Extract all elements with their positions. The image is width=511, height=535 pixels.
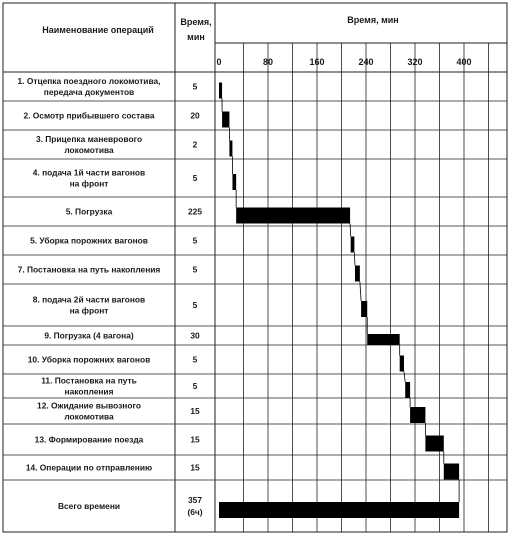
operation-name: Всего времени [57,501,121,511]
operation-name: локомотива [64,145,114,155]
operation-duration: 5 [192,354,198,365]
gantt-bar [367,334,399,345]
operation-name: на фронт [69,178,109,189]
operation-name: 8. подача 2й части вагонов [32,294,146,305]
operation-duration: 5 [192,300,198,310]
operation-name: 5. Погрузка [65,206,113,217]
header-time-line1: Время, [180,17,212,27]
operation-duration: 2 [192,139,198,150]
gantt-bar [236,208,350,224]
operation-name: 5. Уборка порожних вагонов [30,235,148,246]
operation-name: на фронт [69,305,109,316]
gantt-bar [351,237,355,253]
x-tick-label: 160 [309,57,325,67]
gantt-bar [405,382,410,398]
operation-duration: 15 [190,462,200,473]
operation-name: 9. Погрузка (4 вагона) [44,330,134,341]
operation-name: 13. Формирование поезда [34,434,144,445]
operation-duration: 5 [192,81,198,92]
operation-duration: (6ч) [187,507,203,517]
header-chart: Время, мин [347,15,399,25]
gantt-bar [219,83,222,99]
operation-name: 2. Осмотр прибывшего состава [23,110,155,121]
operation-duration: 5 [192,381,198,391]
operation-name: 4. подача 1й части вагонов [32,167,146,178]
gantt-bar [355,266,360,282]
x-tick-label: 400 [456,57,472,67]
x-tick-label: 80 [262,57,274,67]
gantt-bar [410,407,425,423]
operation-duration: 15 [190,406,200,416]
operation-name: 7. Постановка на путь накопления [17,264,161,275]
operation-name: 14. Операции по отправлению [25,462,153,473]
operation-duration: 5 [192,264,198,275]
operation-duration: 5 [192,235,198,246]
gantt-bar [229,141,232,157]
operation-name: 10. Уборка порожних вагонов [27,354,151,365]
operation-duration: 30 [190,330,200,341]
gantt-bar [219,502,459,518]
operation-duration: 15 [190,434,200,445]
operation-duration: 5 [192,173,198,183]
operation-name: локомотива [64,411,114,422]
gantt-bar [400,356,404,372]
gantt-bar [222,112,229,128]
x-tick-label: 320 [407,57,423,67]
operation-duration: 225 [188,206,202,217]
gantt-bar [361,301,367,317]
gantt-bar [232,174,236,190]
operation-duration: 357 [188,495,202,505]
operation-name: 3. Прицепка маневрового [35,134,143,144]
x-tick-label: 240 [358,57,374,67]
operation-name: передача документов [43,87,135,97]
operation-name: 11. Постановка на путь [41,375,137,386]
operation-name: 12. Ожидание вывозного [37,400,141,411]
operation-name: 1. Отцепка поездного локомотива, [17,76,161,86]
operation-name: накопления [64,386,114,397]
operation-duration: 20 [190,110,200,121]
x-tick-label: 0 [216,57,222,67]
gantt-bar [444,464,459,480]
header-time-line2: мин [187,32,205,42]
gantt-bar [425,436,443,452]
header-operations: Наименование операций [42,25,154,35]
